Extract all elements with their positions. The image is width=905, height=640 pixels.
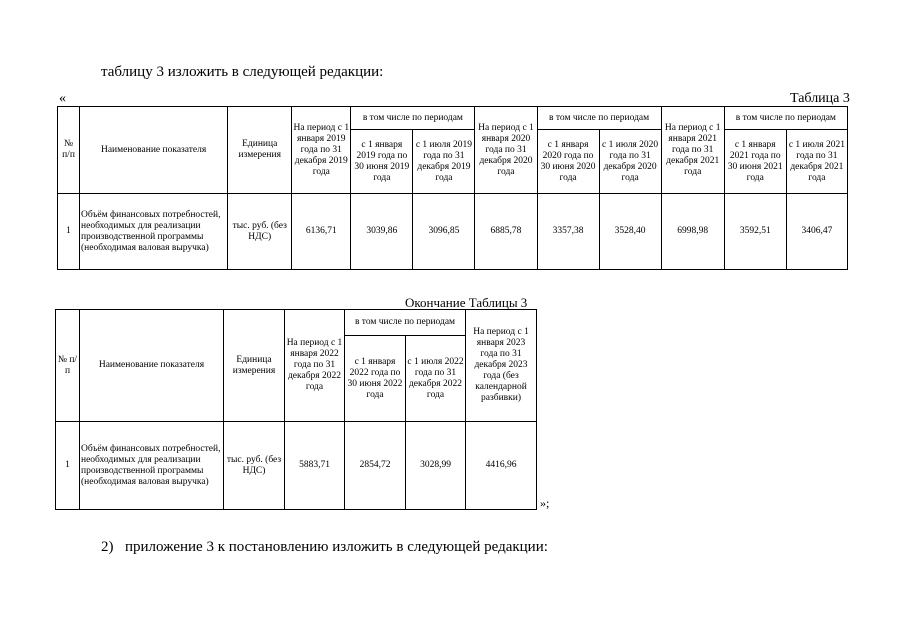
open-quote: « xyxy=(59,91,66,106)
cell-2020-h2: 3528,40 xyxy=(599,194,661,270)
table-2 xyxy=(55,309,537,510)
header-incl-2021: в том числе по периодам xyxy=(724,107,847,130)
header-num: № п/п xyxy=(58,107,80,194)
header-name: Наименование показателя xyxy=(80,107,228,194)
t2-header-period-2023: На период с 1 января 2023 года по 31 декабря 2023 года (без календарной разбивки) xyxy=(466,310,537,422)
cell-2021: 6998,98 xyxy=(661,194,724,270)
table-row xyxy=(58,194,848,270)
t2-header-2022-h2: с 1 июля 2022 года по 31 декабря 2022 года xyxy=(406,336,466,422)
cell-num: 1 xyxy=(58,194,80,270)
cell-name: Объём финансовых потребностей, необходимых для реализации производственной программы (необходимая валовая выручка) xyxy=(80,194,228,270)
intro-paragraph: таблицу 3 изложить в следующей редакции: xyxy=(101,64,384,80)
header-incl-2019: в том числе по периодам xyxy=(351,107,475,130)
cell-2020-h1: 3357,38 xyxy=(537,194,599,270)
table-1 xyxy=(57,106,848,270)
table2-caption: Окончание Таблицы 3 xyxy=(405,295,528,310)
cell-2020: 6885,78 xyxy=(475,194,537,270)
close-quote: »; xyxy=(540,496,550,510)
cell-2021-h2: 3406,47 xyxy=(786,194,847,270)
t2-cell-2022-h1: 2854,72 xyxy=(345,422,406,510)
cell-2021-h1: 3592,51 xyxy=(724,194,786,270)
cell-2019-h2: 3096,85 xyxy=(413,194,475,270)
t2-cell-unit: тыс. руб. (без НДС) xyxy=(224,422,285,510)
header-period-2021: На период с 1 января 2021 года по 31 декабря 2021 года xyxy=(661,107,724,194)
cell-unit: тыс. руб. (без НДС) xyxy=(228,194,292,270)
table-row xyxy=(56,422,537,510)
header-incl-2020: в том числе по периодам xyxy=(537,107,661,130)
table1-caption: Таблица 3 xyxy=(790,91,850,106)
t2-cell-num: 1 xyxy=(56,422,80,510)
header-unit: Единица измерения xyxy=(228,107,292,194)
cell-2019: 6136,71 xyxy=(292,194,351,270)
header-2020-h1: с 1 января 2020 года по 30 июня 2020 года xyxy=(537,130,599,194)
t2-header-2022-h1: с 1 января 2022 года по 30 июня 2022 года xyxy=(345,336,406,422)
header-period-2019: На период с 1 января 2019 года по 31 декабря 2019 года xyxy=(292,107,351,194)
header-period-2020: На период с 1 января 2020 года по 31 декабря 2020 года xyxy=(475,107,537,194)
header-2020-h2: с 1 июля 2020 года по 31 декабря 2020 года xyxy=(599,130,661,194)
t2-cell-name: Объём финансовых потребностей, необходимых для реализации производственной программы (необходимая валовая выручка) xyxy=(80,422,224,510)
header-2021-h2: с 1 июля 2021 года по 31 декабря 2021 года xyxy=(786,130,847,194)
item-2-text: приложение 3 к постановлению изложить в следующей редакции: xyxy=(125,539,548,555)
t2-cell-2022-h2: 3028,99 xyxy=(406,422,466,510)
t2-header-unit: Единица измерения xyxy=(224,310,285,422)
t2-header-num: № п/п xyxy=(56,310,80,422)
header-2019-h2: с 1 июля 2019 года по 31 декабря 2019 года xyxy=(413,130,475,194)
t2-header-incl-2022: в том числе по периодам xyxy=(345,310,466,336)
t2-header-name: Наименование показателя xyxy=(80,310,224,422)
t2-cell-2023: 4416,96 xyxy=(466,422,537,510)
cell-2019-h1: 3039,86 xyxy=(351,194,413,270)
t2-header-period-2022: На период с 1 января 2022 года по 31 декабря 2022 года xyxy=(285,310,345,422)
header-2019-h1: с 1 января 2019 года по 30 июня 2019 года xyxy=(351,130,413,194)
header-2021-h1: с 1 января 2021 года по 30 июня 2021 года xyxy=(724,130,786,194)
t2-cell-2022: 5883,71 xyxy=(285,422,345,510)
item-2-number: 2) xyxy=(101,539,114,555)
